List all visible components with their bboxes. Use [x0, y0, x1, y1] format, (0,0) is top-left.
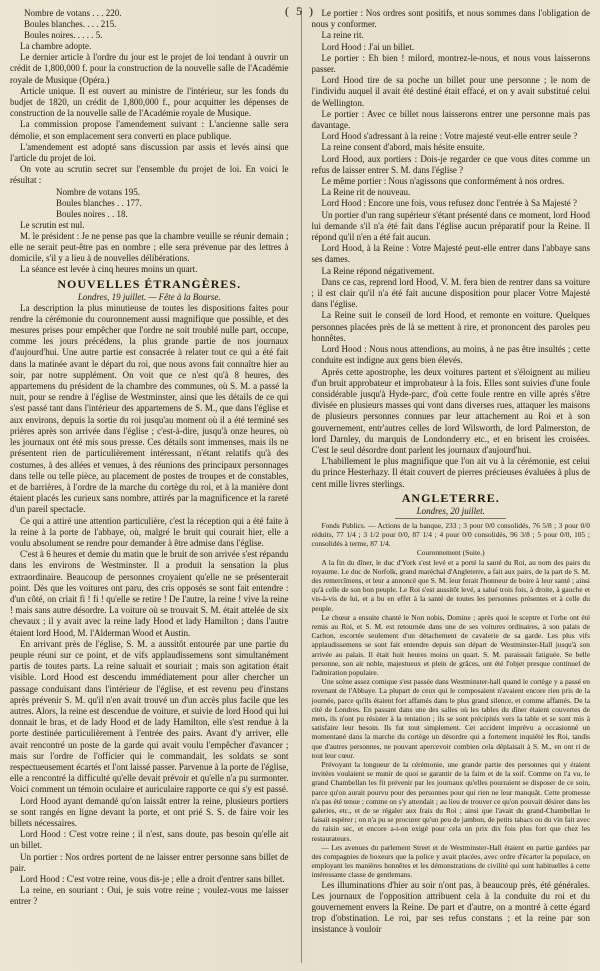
paragraph: L'habillement le plus magnifique que l'on ait vu à la cérémonie, est celui du prince Hesterhazy. Il était couvert de pierres précieuses évaluées à plus de cent mille livres sterlings.	[311, 456, 590, 489]
paragraph: En arrivant près de l'église, S. M. a aussitôt entourée par une partie du peuple réuni sur ce point, et de vifs applaudissemens sont simultanément partis de toutes parts. La reine saluait et souriait ; mais son agitation était visible. Lord Hood est descendu immédiatement pour aller chercher un passage conduisant dans l'intérieur de l'église, et est revenu peu d'instans après prévenir S. M. qu'il n'en avait trouvé un d'un accès plus facile que les autres. Alors, la reine est descendue de voiture, et suivie de lord Hood qui lui donnait le bras, et de lady Hood et de lady Hamilton, elle s'est rendue à la porte destinée particulièrement à l'entrée des pairs. Avant d'y arriver, elle avait rencontré un poste de la garde qui avait voulu l'empêcher d'avancer ; mais sur l'ordre de l'officier qui le commandait, les soldats se sont respectueusement écartés et l'ont laissé passer. Parvenue à la porte de l'église, elle a rencontré la difficulté qu'elle devait prévoir et qu'elle n'a pu surmonter. Voici comment un témoin oculaire et auriculaire rapporte ce qui s'y est passé.	[10, 638, 289, 795]
paragraph: Lord Hood s'adressant à la reine : Votre majesté veut-elle entrer seule ?	[321, 131, 578, 142]
paragraph: On vote au scrutin secret sur l'ensemble du projet de loi. En voici le résultat :	[10, 164, 289, 186]
paragraph: Lord Hood : J'ai un billet.	[321, 41, 415, 52]
paragraph: La description la plus minutieuse de toutes les dispositions faites pour rendre la cérémonie du couronnement aussi magnifique que possible, et des mesures prises pour empêcher que l'ordre ne soit troublé nulle part, occupe, comme les jours précédens, la plus grande partie de nos journaux d'aujourd'hui. Une autre partie est consacrée à relater tout ce qui a été fait dans la matinée avant le départ du roi, que nous avons fait connaître hier au soir, par notre supplément. On voit que ce n'est qu'à 8 heures, des appartemens du président de la chambre des communes, où S. M. a passé la nuit, pour se rendre à l'église de Westminster, ainsi que les détails de ce qui s'est passé tant dans l'intérieur des appartemens de S. M., que dans l'église et aux environs, depuis la sortie du roi jusqu'au moment où il a été terminé ses prières après son arrivée dans l'église ; c'est-à-dire, jusqu'à onze heures, où les journaux ont été mis sous presse. Ces détails sont immenses, mais ils ne présentent rien de particulièrement intéressant, n'étant relatifs qu'à des costumes, à des allées et venues, à des réunions des principaux personnages dans telle ou telle pièce, au placement de postes de troupes et de constables, et de barrières, à l'ordre de la marche du cortège du roi, et à la manière dont étaient placés les curieux sans nombre, attirés par la magnificence et la rareté d'un pareil spectacle.	[10, 302, 289, 515]
vote-result-line: Boules blanches. . . . 215.	[24, 19, 117, 29]
paragraph: Le portier : Avec ce billet nous laisserons entrer une personne mais pas davantage.	[311, 108, 590, 131]
paragraph: La commission propose l'amendement suivant : L'ancienne salle sera démolie, et son emplacement sera converti en place publique.	[10, 119, 289, 141]
divider	[395, 518, 506, 519]
paragraph: La Reine suit le conseil de lord Hood, et remonte en voiture. Quelques personnes placées près de là se mettent à rire, et prononcent des paroles peu honnêtes.	[311, 310, 590, 343]
paragraph: Article unique. Il est ouvert au ministre de l'intérieur, sur les fonds du budjet de 1820, un crédit de 1,800,000 f., pour acquitter les dépenses de construction de la nouvelle salle de l'Académie royale de Musique.	[10, 85, 289, 119]
paragraph: Le portier : Eh bien ! milord, montrez-le-nous, et nous vous laisserons passer.	[311, 52, 590, 75]
paragraph: Fonds Publics. — Actions de la banque, 233 ; 3 pour 0/0 consolidés, 76 5/8 ; 3 pour 0/0 réduits, 77 1/4 ; 3 1/2 pour 0/0, 87 1/4 ; 4 pour 0/0 consolidés, 96 3/8 ; 5 pour 0/0, 105 ; consolidés à terme, 87 1/4.	[311, 520, 590, 549]
subheading: Couronnement (Suite.)	[416, 548, 485, 558]
paragraph: Lord Hood : Encore une fois, vous refusez donc l'entrée à Sa Majesté ?	[321, 198, 578, 209]
dateline: Londres, 20 juillet.	[416, 505, 485, 516]
paragraph: La Reine répond négativement.	[321, 265, 435, 276]
paragraph: Le scrutin est nul.	[20, 219, 85, 230]
vote-result-line: Boules blanches . . 177.	[56, 197, 142, 208]
dateline: Londres, 19 juillet. — Fête à la Bourse.	[77, 291, 221, 302]
paragraph: La reine rit.	[321, 30, 364, 41]
paragraph: Lord Hood, aux portiers : Dois-je regarder ce que vous dites comme un refus de laisser entrer S. M. dans l'église ?	[311, 153, 590, 175]
page-number: ( 5 )	[285, 4, 315, 18]
section-heading: ANGLETERRE.	[401, 490, 500, 505]
paragraph: Lord Hood : C'est votre reine, vous dis-je ; elle a droit d'entrer sans billet.	[20, 874, 285, 885]
vote-result-line: Boules noires. . . . . 5.	[24, 30, 103, 40]
paragraph: La Reine rit de nouveau.	[321, 187, 411, 198]
paragraph: Un portier : Nos ordres portent de ne laisser entrer personne sans billet de pair.	[10, 851, 289, 873]
paragraph: Le dernier article à l'ordre du jour est le projet de loi tendant à ouvrir un crédit de 1,800,000 f. pour la construction de la nouvelle salle de l'Académie royale de Musique (Opéra.)	[10, 52, 289, 85]
paragraph: Lord Hood tire de sa poche un billet pour une personne ; le nom de l'individu auquel il avait été destiné était effacé, et on y avait substitué celui de Wellington.	[311, 75, 590, 108]
paragraph: Prévoyant la longueur de la cérémonie, une grande partie des personnes qui y étaient invitées voulaient se munir de quoi se garantir de la faim et de la soif. Comme on l'a vu, le grand Chambellan les fit prévenir par les journaux qu'elles pourraient se disposer de ce soin, parce qu'on aurait pourvu pour des personnes pour qui rien ne leur manquât. Cette promesse n'a pas été tenue ; comme on s'y attendait ; au lieu de trouver ce qu'on pouvait désirer dans les galeries, etc., et de se régaler aux frais du Roi ; ainsi que l'avait du grand-Chambellan le faisait espérer ; on n'a pu se procurer qu'un peu de jambon, de petits tabacs ou du vin fait avec du raisin sec, et encore a-t-on exigé pour cela un prix dix fois plus fort que chez les restaurateurs.	[311, 760, 590, 843]
right-column	[301, 8, 591, 963]
paragraph: Lord Hood ayant demandé qu'on laissât entrer la reine, plusieurs portiers se sont rangés en ligne devant la porte, et ont prié S. S. de faire voir les billets nécessaires.	[10, 795, 289, 828]
vote-result-line: Boules noires . . 18.	[56, 208, 128, 219]
vote-result-line: Nombre de votans 195.	[56, 186, 140, 197]
paragraph: La séance est levée à cinq heures moins un quart.	[20, 264, 198, 275]
paragraph: Les illuminations d'hier au soir n'ont pas, à beaucoup près, été générales. Les journaux de l'opposition attribuent cela à la conduite du roi et du gouvernement envers la Reine. De part et d'autre, on a montré à cette égard trop d'obstination. Le roi, par ses refus constans ; et la reine par son insistance à vouloir	[311, 879, 590, 935]
vote-result-line: Nombre de votans . . . 220.	[24, 8, 122, 18]
paragraph: — Les avenues du parlement Street et de Westminster-Hall étaient en partie gardées par des compagnies de boxeurs que la police y avait placées, avec ordre d'écarter la populace, en employant les manières honnêtes et les démonstrations de civilité qui sont habituelles à cette intéressante classe de gentlemans.	[311, 842, 590, 880]
paragraph: A la fin du dîner, le duc d'York s'est levé et a porté la santé du Roi, au nom des pairs du royaume. Le duc de Norfolk, grand maréchal d'Angleterre, a fait aux pairs, de la part de S. M. des remercîmens, et leur a annoncé que S. M. leur ferait l'honneur de boire à leur santé ; ainsi qu'à celle de son bon peuple. Le Roi s'est aussitôt levé, a salué trois fois, à droite, à gauche et vis-à-vis de lui, et a bu en effet à la santé de toutes les personnes présentes et à celle du peuple.	[311, 557, 590, 613]
paragraph: Un portier d'un rang supérieur s'étant présenté dans ce moment, lord Hood lui demande s'il n'a été fait dans l'église aucun préparatif pour la Reine. Il répond qu'il n'en a été fait aucun.	[311, 209, 590, 243]
paragraph: La chambre adopte.	[20, 41, 92, 51]
paragraph: Le portier : Nos ordres sont positifs, et nous sommes dans l'obligation de nous y conformer.	[311, 8, 590, 30]
section-heading: NOUVELLES ÉTRANGÈRES.	[57, 276, 242, 291]
left-column	[10, 8, 289, 963]
paragraph: La reine consent d'abord, mais hésite ensuite.	[321, 142, 485, 153]
paragraph: Lord Hood, à la Reine : Votre Majesté peut-elle entrer dans l'abbaye sans ses dames.	[311, 243, 590, 265]
paragraph: La reine, en souriant : Oui, je suis votre reine ; voulez-vous me laisser entrer ?	[10, 885, 289, 907]
paragraph: Lord Hood : Nous nous attendions, au moins, à ne pas être insultés ; cette conduite est indigne aux gens bien élevés.	[311, 344, 590, 366]
paragraph: C'est à 6 heures et demie du matin que le bruit de son arrivée s'est répandu dans les environs de Westminster. Il a produit la sensation la plus extraordinaire. Beaucoup de personnes croyaient qu'elle ne se présenterait point. Dès que les voitures ont paru, des cris opposés se sont fait entendre : d'un côté, on criait fi ! fi ! qu'elle se retire ! De l'autre, la reine ! vive la reine ! mais sans autre désordre. La voiture où se trouvait S. M. était attelée de six chevaux ; il y avait avec la reine lady Hood et lady Hamilton ; dans l'autre étaient lord Hood, M. l'Alderman Wood et Austin.	[10, 549, 289, 638]
paragraph: Le même portier : Nous n'agissons que conformément à nos ordres.	[321, 176, 565, 187]
paragraph: Le chœur a ensuite chanté le Non nobis, Domine ; après quoi le sceptre et l'orbe ont été remis au Roi, et S. M. est retournée dans une de ses voitures ordinaires, à son palais de Carlton, escortée seulement d'un détachement de cavalerie de sa garde. Les plus vifs applaudissemens se sont fait entendre depuis son départ de Westminster-Hall jusqu'à son arrivée au palais. Il était huit heures moins un quart. S. M. paraissait fatiguée. Se belle personne, son air noble, majestueux et plein de grâces, ont été l'objet presque continuel de l'admiration populaire.	[311, 612, 590, 677]
paragraph: Une scène assez comique s'est passée dans Westminster-hall quand le cortège y a passé en revenant de l'Abbaye. La plupart de ceux qui le composaient n'avaient encore rien pris de la journée, parce qu'ils étaient fort affamés dans le plus grand silence, et comme affamés. De la cité de Londres. En passant dans une des salles où les tables du dîner étaient couvertes de mets, ils n'ont pu résister à la tentation ; ils se sont précipités vers la table et se sont mis à satisfaire leur besoin. Ils fut tout simplement. Cet accident imprévu a occasionné un momentané dans la marche du cortège un désordre qui a fortement inquiété les Roi, tandis que d'autres personnes, ne pouvant apercevoir combien cela déplaisait à S. M., en ont ri de tout leur cœur.	[311, 677, 590, 760]
columns	[10, 8, 590, 963]
paragraph: Ce qui a attiré une attention particulière, c'est la réception qui a été faite à la reine à la porte de l'abbaye, où, malgré le bruit qui courait hier, elle a voulu absolument se rendre pour demander à être admise dans l'église.	[10, 515, 289, 548]
paragraph: Après cette apostrophe, les deux voitures partent et s'éloignent au milieu d'un bruit approbateur et improbateur à la fois. Elles sont suivies d'une foule considérable jusqu'à Hyde-parc, d'où cette foule rentre en ville après s'être divisée en plusieurs masses qui vont dans diverses rues, attaquer les maisons de plusieurs personnes connues par leur attachement au Roi et à son gouvernement, entr'autres celles de lord Wilsworth, de lord Palmerston, de lord Darnley, du marquis de Londonderry etc., et en brisent les croisées. C'est le seul désordre dont parlent les journaux d'aujourd'hui.	[311, 366, 590, 455]
paragraph: Dans ce cas, reprend lord Hood, V. M. fera bien de rentrer dans sa voiture ; il est clair qu'il n'a été fait aucune disposition pour placer Votre Majesté dans l'église.	[311, 276, 590, 310]
paragraph: M. le président : Je ne pense pas que la chambre veuille se réunir demain ; elle ne serait peut-être pas en nombre ; elle sera prévenue par des lettres à domicile, s'il y a lieu à de nouvelles délibérations.	[10, 230, 289, 264]
paragraph: Lord Hood : C'est votre reine ; il n'est, sans doute, pas besoin qu'elle ait un billet.	[10, 829, 289, 851]
paragraph: L'amendement est adopté sans discussion par assis et levés ainsi que l'article du projet de loi.	[10, 141, 289, 164]
